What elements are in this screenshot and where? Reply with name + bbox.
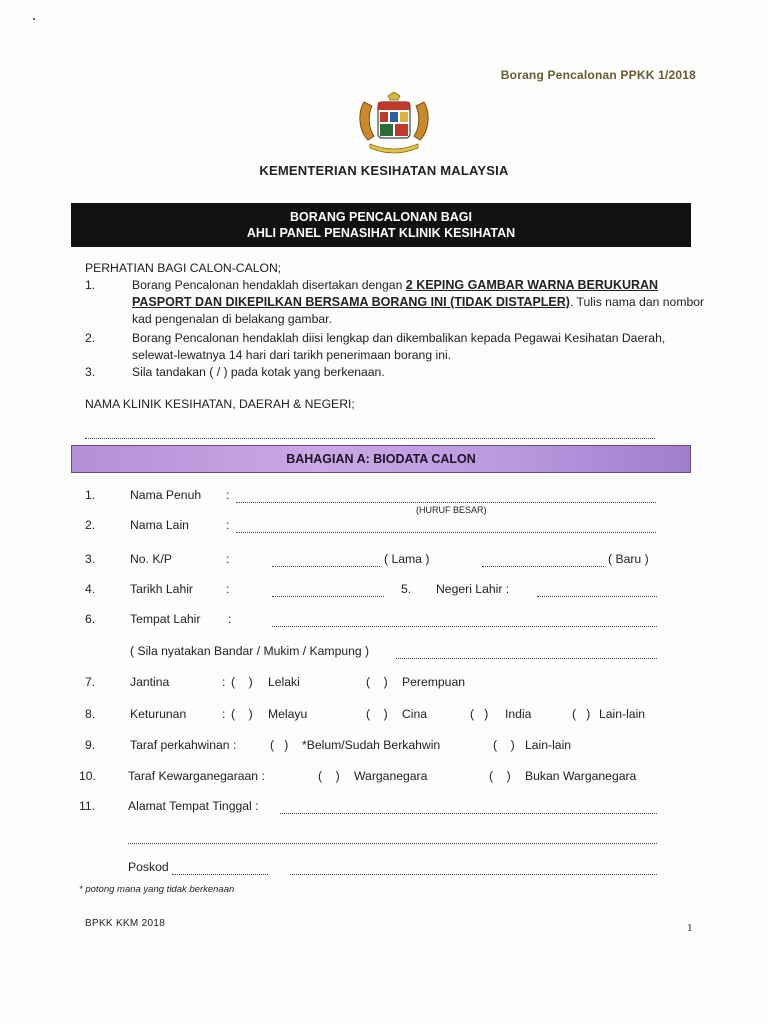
checkbox-lain-lain-keturunan[interactable]: ( ) — [572, 707, 591, 721]
checkbox-lelaki[interactable]: ( ) — [231, 675, 253, 689]
banner-line-2: AHLI PANEL PENASIHAT KLINIK KESIHATAN — [246, 226, 516, 240]
note-item: 2. Borang Pencalonan hendaklah diisi lengkap dan dikembalikan kepada Pegawai Kesihatan Daerah, selewat-lewatnya 14 hari dari tarikh penerimaan borang ini. — [85, 331, 666, 362]
tarikh-lahir-field[interactable] — [272, 584, 384, 597]
checkbox-bukan-warganegara[interactable]: ( ) — [489, 769, 511, 783]
checkbox-belum-sudah-berkahwin[interactable]: ( ) — [270, 738, 289, 752]
form-page: Borang Pencalonan PPKK 1/2018 KEMENTERIAN KESIHATAN MALAYSIA BORANG PENCALONAN BAGI AHLI PANEL PENASIHAT KLINIK KESIHATAN PERHATIAN BAGI CALON-CALON; 1. Borang Pencalonan hendaklah disertakan dengan 2 KEPING GAMBAR WARNA BERUKURAN PASPORT DAN DIKEPILKAN BERSAMA BORANG INI (TIDAK DISTAPLER). Tulis nama dan nombor kad pengenalan di belakang gambar. 2. Borang Pencalonan hendaklah diisi lengkap dan dikembalikan kepada Pegawai Kesihatan Daerah, selewat-lewatnya 14 hari dari tarikh penerimaan borang ini. 3. Sila tandakan ( / ) pada kotak yang berkenaan. NAMA KLINIK KESIHATAN, DAERAH & NEGERI; BAHAGIAN A: BIODATA CALON 1. Nama Penuh : (HURUF BESAR) 2. Nama Lain : 3. No. K/P : ( Lama ) ( Baru ) 4. Tarikh Lahir : 5. Negeri Lahir : 6. Tempat Lahir : ( Sila nyatakan Bandar / Mukim / Kampung ) 7. Jantina : ( ) Lelaki ( ) Perempuan 8. Keturunan : ( ) Melayu ( ) Cina ( ) India ( ) Lain-lain 9. Taraf perkahwinan : ( ) *Belum/Sudah Berkahwin ( ) Lain-lain 10. Taraf Kewarganegaraan : ( ) Warganegara ( ) Bukan Warganegara 11. Alamat Tempat Tinggal : Poskod * potong mana yang tidak berkenaan BPKK KKM 2018 1 — [0, 0, 768, 1024]
poskod-field[interactable] — [172, 862, 268, 875]
footer-code: BPKK KKM 2018 — [85, 918, 166, 929]
notes-heading: PERHATIAN BAGI CALON-CALON; — [85, 261, 282, 275]
ministry-title: KEMENTERIAN KESIHATAN MALAYSIA — [259, 163, 509, 178]
checkbox-cina[interactable]: ( ) — [366, 707, 388, 721]
nama-lain-field[interactable] — [236, 520, 656, 533]
huruf-besar-hint: (HURUF BESAR) — [416, 505, 487, 515]
clinic-label: NAMA KLINIK KESIHATAN, DAERAH & NEGERI; — [85, 397, 355, 411]
form-title-banner — [71, 203, 691, 247]
footnote: * potong mana yang tidak berkenaan — [79, 884, 235, 895]
note-item: 1. Borang Pencalonan hendaklah disertakan dengan 2 KEPING GAMBAR WARNA BERUKURAN PASPORT DAN DIKEPILKAN BERSAMA BORANG INI (TIDAK DISTAPLER). Tulis nama dan nombor kad pengenalan di belakang gambar. — [85, 278, 705, 326]
alamat-line-3-field[interactable] — [290, 862, 657, 875]
kp-lama-field[interactable] — [272, 554, 380, 567]
bandar-mukim-kampung-field[interactable] — [396, 646, 657, 659]
notes-block — [85, 260, 710, 381]
clinic-name-field[interactable] — [85, 428, 655, 439]
checkbox-melayu[interactable]: ( ) — [231, 707, 253, 721]
tempat-lahir-field[interactable] — [272, 614, 657, 627]
note-highlight: 2 KEPING GAMBAR WARNA BERUKURAN PASPORT DAN DIKEPILKAN BERSAMA BORANG INI (TIDAK DISTAPLER) — [132, 278, 659, 309]
banner-line-1: BORANG PENCALONAN BAGI — [290, 210, 472, 224]
checkbox-india[interactable]: ( ) — [470, 707, 489, 721]
checkbox-lain-lain-perkahwinan[interactable]: ( ) — [493, 738, 515, 752]
malaysia-coat-of-arms-icon — [348, 92, 440, 158]
scan-speck — [33, 18, 35, 20]
kp-baru-field[interactable] — [482, 554, 604, 567]
nama-penuh-field[interactable] — [236, 490, 656, 503]
checkbox-warganegara[interactable]: ( ) — [318, 769, 340, 783]
negeri-lahir-field[interactable] — [537, 584, 657, 597]
note-item: 3. Sila tandakan ( / ) pada kotak yang berkenaan. — [85, 365, 385, 379]
alamat-line-2-field[interactable] — [128, 831, 657, 844]
alamat-line-1-field[interactable] — [280, 801, 657, 814]
page-number: 1 — [687, 922, 693, 934]
form-reference: Borang Pencalonan PPKK 1/2018 — [500, 68, 696, 82]
checkbox-perempuan[interactable]: ( ) — [366, 675, 388, 689]
section-a-header: BAHAGIAN A: BIODATA CALON — [71, 445, 691, 473]
